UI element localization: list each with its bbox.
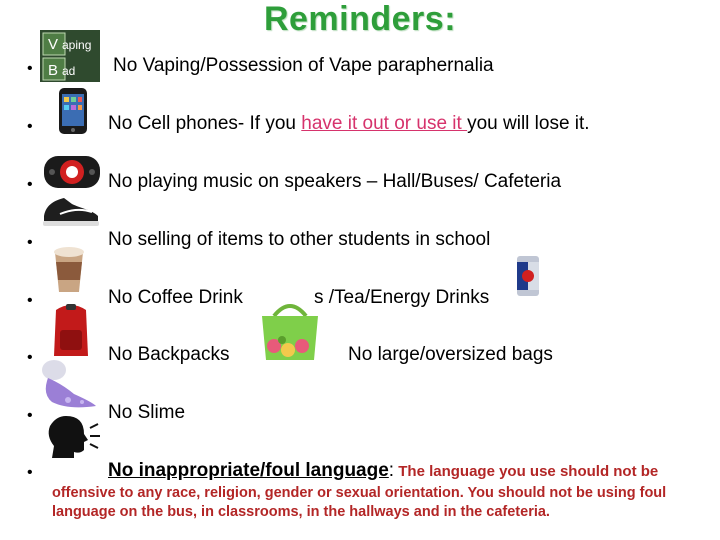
svg-text:aping: aping — [62, 38, 92, 52]
rule-selling: No selling of items to other students in school — [108, 229, 491, 250]
bullet: • — [27, 407, 33, 424]
highlight-phrase: have it out or use it — [301, 113, 468, 134]
bullet: • — [27, 234, 33, 251]
vaping-bad-icon — [40, 30, 100, 82]
svg-text:ad: ad — [62, 64, 76, 78]
rule-language: No inappropriate/foul language: The language you use should not be — [108, 460, 659, 481]
rule-cell-phones: No Cell phones- If you have it out or use it you will lose it. — [108, 113, 590, 134]
page-title: Reminders: — [263, 0, 457, 38]
slime-icon — [38, 356, 100, 410]
rule-vaping: No Vaping/Possession of Vape paraphernalia — [113, 55, 494, 76]
speaker-icon — [42, 152, 102, 192]
sneaker-icon — [40, 190, 102, 230]
rule-speakers: No playing music on speakers – Hall/Buses/ Cafeteria — [108, 171, 562, 192]
cell-phone-icon — [58, 88, 88, 134]
bullet: • — [27, 176, 33, 193]
speaking-head-icon — [44, 414, 102, 458]
rule-backpacks-part2: No large/oversized bags — [348, 344, 553, 365]
rule-slime: No Slime — [108, 402, 186, 423]
svg-text:V: V — [48, 36, 59, 53]
rule-backpacks-part1: No Backpacks — [108, 344, 230, 365]
energy-drink-can-icon — [514, 254, 542, 298]
bullet: • — [27, 118, 33, 135]
bullet: • — [27, 60, 33, 77]
rule-coffee-part2: s /Tea/Energy Drinks — [314, 287, 490, 308]
rule-coffee-part1: No Coffee Drink — [108, 287, 243, 308]
bullet: • — [27, 349, 33, 366]
backpack-icon — [48, 300, 94, 358]
language-note: offensive to any race, religion, gender or sexual orientation. You should not be using foul language on the bus, in classrooms, in the hallways and in the cafeteria. — [52, 485, 667, 520]
coffee-cup-icon — [50, 246, 88, 294]
bullet: • — [27, 464, 33, 481]
tote-bag-icon — [258, 300, 322, 362]
bullet: • — [27, 292, 33, 309]
svg-text:B: B — [48, 62, 59, 79]
